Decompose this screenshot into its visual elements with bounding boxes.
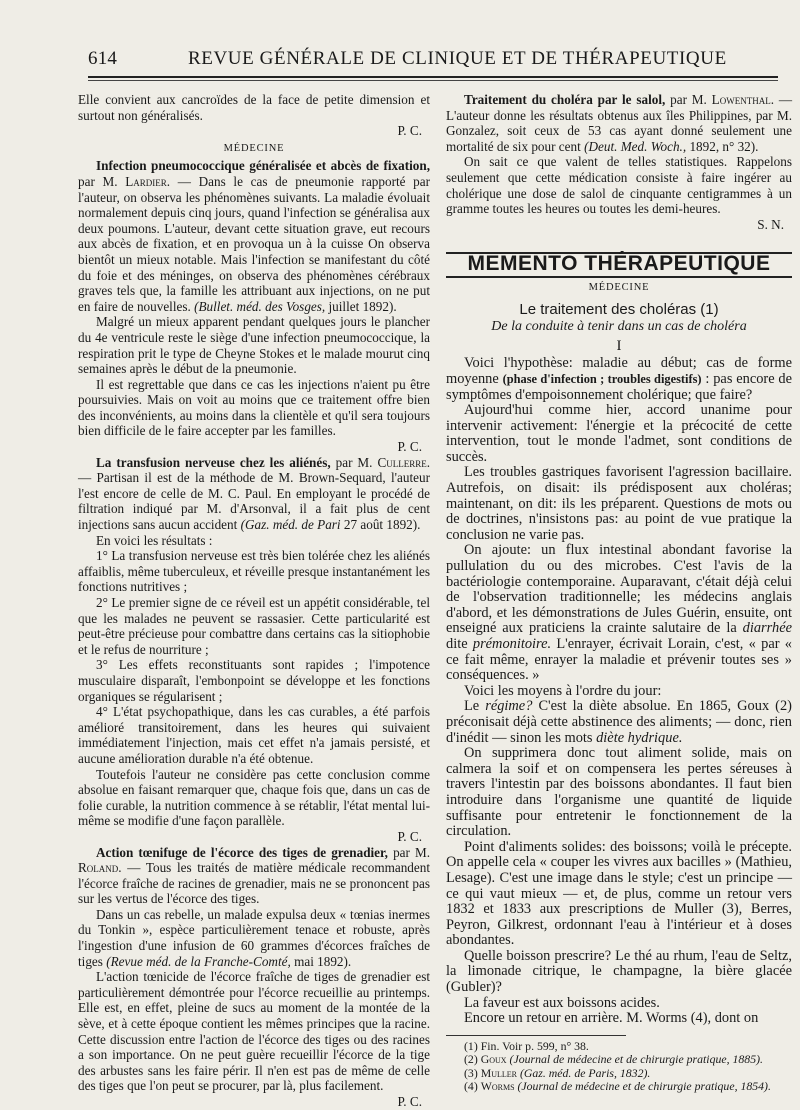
article-paragraph: La transfusion nerveuse chez les aliénés, par M. Cullerre. — Partisan il est de la méthode de M. Brown-Sequard, l'auteur l'est encore de celle de M. C. Paul. En employant le procédé de filtration indiqué par M. d'Arsonval, il a fait plus de cent injections sans aucun accident (Gaz. méd. de Pari 27 août 1892).	[78, 454, 431, 533]
article-title: Traitement du choléra par le salol,	[464, 92, 666, 107]
memento-heading: MEMENTO THÉRAPEUTIQUE	[446, 252, 792, 278]
paragraph: Voici les moyens à l'ordre du jour:	[464, 682, 662, 699]
article-title: Action tœnifuge de l'écorce des tiges de grenadier,	[96, 844, 388, 860]
paragraph: Malgré un mieux apparent pendant quelques jours le plancher du 4e ventricule reste le siège d'une infection pneumococcique, la respiration prit le type de Cheyne Stokes et le malade mourut cinq semaines après le début de la pneumonie.	[78, 314, 430, 377]
footnote: (1) Fin. Voir p. 599, n° 38.	[464, 1038, 589, 1053]
article-author: Cullerre.	[377, 454, 431, 470]
paragraph: Le régime? C'est la diète absolue. En 1865, Goux (2) préconisait déjà cette abstinence des aliments; — donc, rien d'inédit — sinon les mots diète hydrique.	[446, 698, 792, 746]
journal-title: REVUE GÉNÉRALE DE CLINIQUE ET DE THÉRAPEUTIQUE	[188, 48, 727, 69]
right-column	[446, 92, 792, 1093]
footnote: (2) Goux (Journal de médecine et de chirurgie pratique, 1885).	[464, 1052, 763, 1067]
footnotes	[446, 1040, 792, 1094]
paragraph: Encore un retour en arrière. M. Worms (4), dont on	[464, 1010, 759, 1027]
footnote: (3) Muller (Gaz. méd. de Paris, 1832).	[464, 1065, 651, 1080]
paragraph: Aujourd'hui comme hier, accord unanime pour intervenir activement: l'énergie et la précocité de cette intervention, tout le monde l'admet, sont conditions de succès.	[446, 402, 792, 465]
article-title: La transfusion nerveuse chez les aliénés,	[96, 454, 331, 470]
signature: S. N.	[757, 216, 784, 232]
article-author: Roland.	[78, 860, 122, 876]
paragraph: L'action tœnicide de l'écorce fraîche de tiges de grenadier est particulièrement démontrée pour l'écorce recueillie au printemps. Elle est, en effet, pleine de sucs au moment de la montée de la sève, et à cette époque contient les mêmes principes que la racine. Cette discussion entre l'action de l'écorce des tiges ou des racines a son importance. On ne peut guère recueillir l'écorce de la tige des arbustes sans les faire périr. Il n'en est pas de même de celle des tiges que l'on peut se procurer, par là, plus facilement.	[78, 969, 430, 1094]
reference: (Gaz. méd. de Pari	[240, 517, 341, 533]
page-header	[88, 44, 778, 74]
result-item: 3° Les effets reconstituants sont rapides ; l'impotence musculaire disparaît, l'embonpoint se développe et les fonctions organiques se régularisent ;	[78, 657, 430, 704]
footnote-rule	[446, 1035, 626, 1036]
result-item: 1° La transfusion nerveuse est très bien tolérée chez les aliénés affaiblis, même tuberculeux, et réveille presque instantanément les fonctions nutritives ;	[78, 548, 430, 595]
signature: P. C.	[397, 123, 422, 139]
intro-paragraph: Elle convient aux cancroïdes de la face de petite dimension et surtout non généralisés.	[78, 92, 430, 123]
footnote: (4) Worms (Journal de médecine et de chirurgie pratique, 1854).	[464, 1079, 771, 1094]
reference: (Deut. Med. Woch.,	[584, 138, 687, 154]
article-author: Lowenthal.	[711, 92, 774, 107]
paragraph: Les troubles gastriques favorisent l'agression bacillaire. Autrefois, on disait: ils prédisposent aux choléras; maintenant, on dit: ils les préparent. Questions de mots ou de doctrines, n'insistons pas: au point de vue pratique la conclusion ne varie pas.	[446, 464, 792, 543]
article-title: Le traitement des choléras (1)	[519, 300, 719, 318]
left-column	[78, 92, 430, 1110]
result-item: 2° Le premier signe de ce réveil est un appétit considérable, tel que les malades ne peuvent se rassasier. Cette particularité est peut-être précieuse pour combattre dans certains cas la sitiophobie et le refus de nourriture ;	[78, 595, 430, 657]
paragraph: En voici les résultats :	[96, 532, 213, 548]
header-rule-thin	[88, 80, 778, 81]
part-number: I	[616, 337, 622, 354]
paragraph: Il est regrettable que dans ce cas les injections n'aient pu être poursuivies. Mais on voit au moins que ce traitement offre bien des inconvénients, au moins dans la clientèle et qu'il sera toujours bien difficile de le faire accepter par les familles.	[78, 376, 430, 439]
article-author: Lardier.	[125, 173, 171, 189]
paragraph: Dans un cas rebelle, un malade expulsa deux « tœnias inermes du Tonkin », espèce particulièrement tenace et robuste, après l'ingestion d'une infusion de 60 grammes d'écorces fraîches de tiges (Revue méd. de la Franche-Comté, mai 1892).	[78, 906, 430, 969]
paragraph: On ajoute: un flux intestinal abondant favorise la pullulation du ou des microbes. C'est l'avis de la bactériologie contemporaine. Auparavant, c'était déjà celui de l'observation traditionnelle; les médecins anglais d'abord, et les démonstrations de Jules Guérin, ensuite, ont enseigné aux praticiens la crainte salutaire de la diarrhée dite prémonitoire. L'enrayer, écrivait Lorain, c'est, « par « ce fait même, enrayer la maladie et prévenir toutes ses » conséquences. »	[446, 542, 792, 684]
paragraph: Toutefois l'auteur ne considère pas cette conclusion comme absolue en faisant remarquer que, chaque fois que, dans un cas de folie curable, la nutrition commence à se rétablir, l'état mental lui-même se modifie d'une façon parallèle.	[78, 766, 430, 829]
page-number: 614	[88, 48, 118, 69]
memento-body	[446, 356, 792, 1027]
result-item: 4° L'état psychopathique, dans les cas curables, a été parfois amélioré transitoirement, dans les heures qui suivaient immédiatement l'injection, mais cet effet n'a jamais persisté, et aucune amélioration durable n'a été obtenue.	[78, 704, 430, 766]
paragraph: Voici l'hypothèse: maladie au début; cas de forme moyenne (phase d'infection ; troubles digestifs) : pas encore de symptômes d'empoisonnement cholérique; que faire?	[446, 355, 793, 403]
article-subtitle: De la conduite à tenir dans un cas de choléra	[491, 319, 747, 335]
article-paragraph: Traitement du choléra par le salol, par M. Lowenthal. — L'auteur donne les résultats obtenus aux îles Philippines, par M. Gonzalez, soit ceux de 53 cas ayant donné seulement une mortalité de six pour cent (Deut. Med. Woch., 1892, n° 32).	[446, 92, 793, 154]
article-paragraph: Action tœnifuge de l'écorce des tiges de grenadier, par M. Roland. — Tous les traités de matière médicale recommandent l'écorce fraîche de racines de grenadier, mais ne se prononcent pas sur les vertus de l'écorce des tiges.	[78, 844, 430, 907]
signature: P. C.	[397, 439, 422, 455]
reference: (Revue méd. de la Franche-Comté,	[106, 953, 291, 969]
paragraph: Quelle boisson prescrire? Le thé au rhum, l'eau de Seltz, la limonade citrique, le champagne, la bière glacée (Gubler)?	[446, 947, 792, 996]
paragraph: La faveur est aux boissons acides.	[464, 994, 660, 1011]
paragraph: On supprimera donc tout aliment solide, mais on calmera la soif et on compensera les pertes séreuses à travers l'intestin par des boissons abondantes. Il faut bien introduire dans l'organisme une quantité de liquide suffisante pour entretenir le fonctionnement de la circulation.	[446, 745, 792, 840]
signature: P. C.	[397, 828, 422, 844]
paragraph: Point d'aliments solides: des boissons; voilà le précepte. On appelle cela « couper les vivres aux bacilles » (Mathieu, Lesage). C'est une image dans le style; c'est un principe — ce qui vaut mieux — et, de plus, comme un retour vers 1832 et 1833 aux prescriptions de Muller (3), Berres, Peyron, Gilkrest, ordonnant l'eau à l'intérieur et à doses abondantes.	[446, 838, 792, 949]
header-rule	[88, 76, 778, 78]
article-paragraph: Infection pneumococcique généralisée et abcès de fixation, par M. Lardier. — Dans le cas de pneumonie rapporté par l'auteur, on observa les phénomènes suivants. La maladie évoluait normalement depuis cinq jours, quand l'infection se généralisa aux deux poumons. L'auteur, devant cette situation grave, eut recours aux abcès de fixation, et en provoqua un à la cuisse On observa bientôt un mieux notable. Mais l'infection se manifestant du côté du foie et des méninges, on observa des phénomènes cérébraux graves tels que, la famille les attribuant aux injections, on ne put en faire de nouvelles. (Bullet. méd. des Vosges, juillet 1892).	[78, 158, 431, 314]
reference: (Bullet. méd. des Vosges,	[194, 298, 326, 314]
signature: P. C.	[397, 1094, 422, 1109]
paragraph: On sait ce que valent de telles statistiques. Rappelons seulement que cette médication consiste à faire ingérer au cholérique une dose de salol de cinquante centigrammes à un gramme toutes les heures ou toutes les demi-heures.	[446, 154, 792, 217]
article-title: Infection pneumococcique généralisée et abcès de fixation,	[96, 158, 430, 174]
section-heading: MÉDECINE	[588, 281, 650, 293]
section-heading: MÉDECINE	[223, 142, 285, 154]
